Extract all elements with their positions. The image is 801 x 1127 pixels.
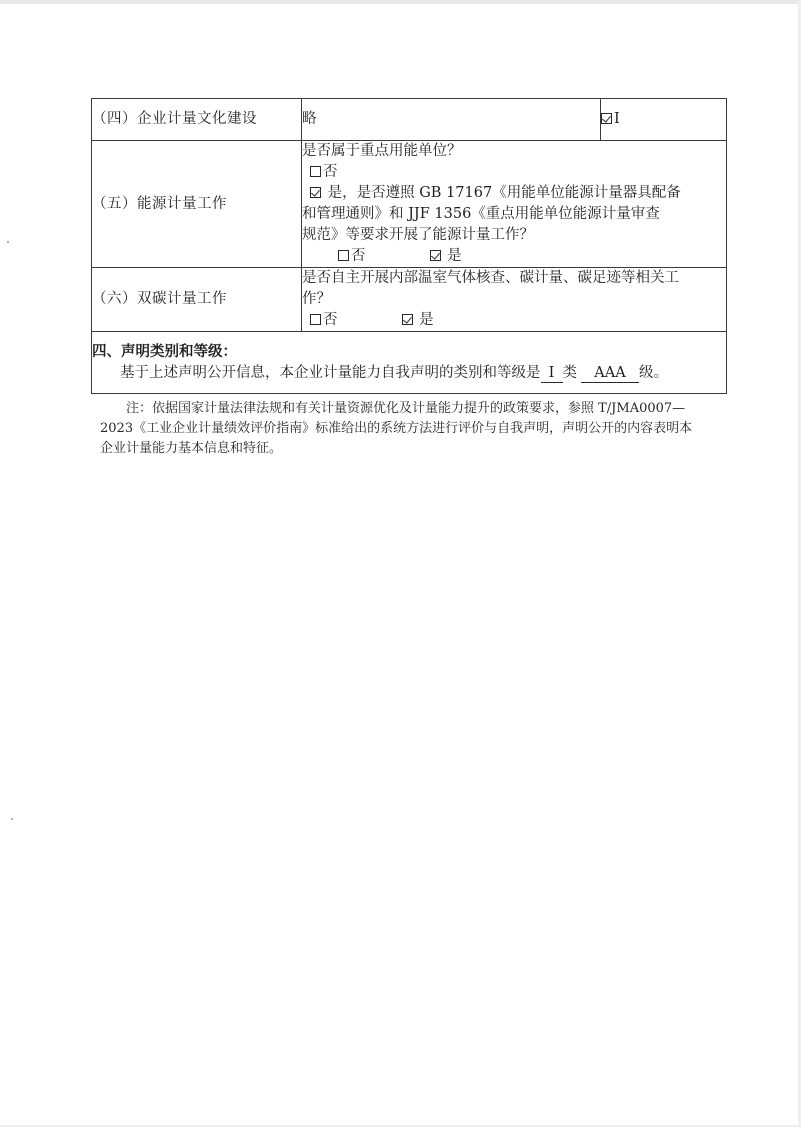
carbon-no-label: 否 [323, 312, 338, 328]
scan-speck [7, 241, 9, 243]
energy-option-yes-text-2: 和管理通则》和 JJF 1356《重点用能单位能源计量审查 [302, 206, 660, 222]
table-row-carbon [92, 268, 727, 332]
checked-checkbox-icon[interactable] [402, 314, 413, 325]
footnote [100, 399, 726, 459]
table-row-declaration [92, 332, 727, 394]
declaration-grade-suffix: 级。 [639, 364, 668, 381]
footnote-line-3: 企业计量能力基本信息和特征。 [100, 441, 283, 456]
energy-followup-options [302, 246, 726, 267]
carbon-content [302, 268, 727, 332]
culture-level-mark: I [614, 111, 620, 127]
table-row-energy [92, 141, 727, 268]
carbon-question-2: 作？ [302, 291, 331, 307]
carbon-options [302, 310, 726, 331]
scan-top-edge [0, 0, 801, 4]
unchecked-checkbox-icon[interactable] [310, 314, 321, 325]
footnote-line-1: 注：依据国家计量法律法规和有关计量资源优化及计量能力提升的政策要求，参照 T/JMA0007— [126, 401, 686, 416]
declaration-category-suffix: 类 [562, 364, 577, 381]
energy-followup-no-label: 否 [351, 248, 366, 264]
declaration-category: I [541, 364, 563, 383]
table-row-culture [92, 99, 727, 141]
checked-checkbox-icon[interactable] [601, 113, 612, 124]
energy-label: （五）能源计量工作 [92, 141, 302, 268]
declaration-form-table [91, 98, 727, 394]
scan-speck [11, 818, 13, 820]
culture-content [302, 99, 601, 141]
carbon-yes-label: 是 [419, 312, 434, 328]
energy-followup-yes-label: 是 [447, 248, 462, 264]
culture-level-cell [601, 99, 727, 141]
declaration-grade: AAA [581, 364, 639, 383]
carbon-label: （六）双碳计量工作 [92, 268, 302, 332]
declaration-text: 基于上述声明公开信息，本企业计量能力自我声明的类别和等级是 [120, 364, 541, 381]
unchecked-checkbox-icon[interactable] [310, 166, 321, 177]
unchecked-checkbox-icon[interactable] [338, 250, 349, 261]
culture-label: （四）企业计量文化建设 [92, 99, 302, 141]
energy-option-yes-text-3: 规范》等要求开展了能源计量工作？ [302, 227, 534, 243]
energy-content [302, 141, 727, 268]
energy-option-no-label: 否 [323, 164, 338, 180]
declaration-body [92, 363, 726, 384]
footnote-line-2: 2023《工业企业计量绩效评价指南》标准给出的系统方法进行评价与自我声明，声明公开的内容表明本 [100, 421, 693, 436]
energy-option-no [302, 162, 726, 183]
declaration-title: 四、声明类别和等级： [92, 343, 237, 360]
checked-checkbox-icon[interactable] [310, 187, 321, 198]
energy-option-yes-text-1: 是，是否遵照 GB 17167《用能单位能源计量器具配备 [327, 185, 681, 201]
declaration-cell [92, 332, 727, 394]
energy-question: 是否属于重点用能单位？ [302, 143, 462, 159]
energy-option-yes [302, 183, 726, 204]
checked-checkbox-icon[interactable] [430, 250, 441, 261]
carbon-question-1: 是否自主开展内部温室气体核查、碳计量、碳足迹等相关工 [302, 270, 679, 286]
culture-content-text: 略 [302, 111, 317, 127]
